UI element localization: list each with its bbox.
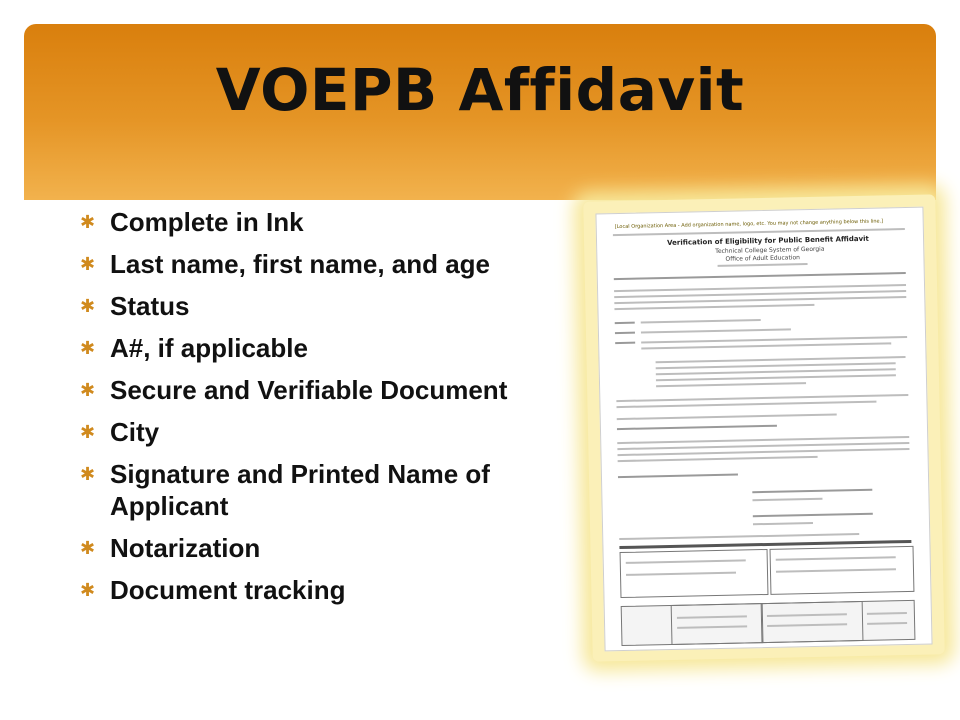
affidavit-document-image [595, 207, 932, 652]
doc-line [615, 342, 635, 344]
doc-line [616, 401, 876, 408]
bullet-text: City [110, 417, 160, 447]
bullet-star-icon: ✱ [80, 254, 96, 274]
document-header-note: [Local Organization Area - Add organization name, logo, etc. You may not change anything below this line.] [614, 218, 884, 231]
bullet-item [78, 206, 598, 238]
bullet-item [78, 574, 598, 606]
doc-line [718, 263, 808, 267]
doc-line [641, 342, 891, 349]
bullet-item [78, 416, 598, 448]
bullet-star-icon: ✱ [80, 296, 96, 316]
bullet-text: A#, if applicable [110, 333, 308, 363]
doc-line [656, 374, 896, 381]
doc-line [617, 413, 837, 420]
tracking-box [761, 601, 864, 643]
doc-line [753, 513, 873, 518]
doc-line [617, 425, 777, 430]
doc-line [615, 332, 635, 334]
bullet-item [78, 332, 598, 364]
doc-line [656, 382, 806, 387]
bullet-star-icon: ✱ [80, 538, 96, 558]
slide-title: VOEPB Affidavit [215, 56, 745, 124]
bullet-star-icon: ✱ [80, 422, 96, 442]
bullet-star-icon: ✱ [80, 464, 96, 484]
doc-line [641, 319, 761, 324]
doc-line [619, 533, 859, 540]
bullet-item [78, 374, 598, 406]
document-org-line: Technical College System of Georgia [715, 245, 825, 255]
bullet-text: Document tracking [110, 575, 346, 605]
doc-line [614, 296, 906, 304]
doc-line [614, 304, 814, 310]
doc-line [641, 328, 791, 333]
bullet-star-icon: ✱ [80, 212, 96, 232]
doc-line [752, 498, 822, 501]
document-org-line: Office of Adult Education [725, 254, 801, 263]
tracking-box [671, 603, 764, 645]
bullet-item [78, 248, 598, 280]
doc-line [752, 489, 872, 494]
bullet-star-icon: ✱ [80, 338, 96, 358]
doc-line [617, 448, 909, 456]
bullet-list [78, 206, 598, 616]
doc-line [614, 272, 906, 280]
bullet-text: Signature and Printed Name of Applicant [110, 459, 490, 521]
doc-line [618, 456, 818, 462]
document-title: Verification of Eligibility for Public Benefit Affidavit [666, 234, 869, 247]
doc-line [753, 522, 813, 525]
bullet-text: Complete in Ink [110, 207, 304, 237]
bullet-item [78, 532, 598, 564]
bullet-item [78, 458, 580, 522]
bullet-text: Notarization [110, 533, 261, 563]
bullet-star-icon: ✱ [80, 580, 96, 600]
bullet-text: Secure and Verifiable Document [110, 375, 508, 405]
bullet-text: Status [110, 291, 190, 321]
doc-line [618, 474, 738, 479]
bullet-item [78, 290, 598, 322]
doc-line [615, 322, 635, 324]
bullet-text: Last name, first name, and age [110, 249, 491, 279]
bullet-star-icon: ✱ [80, 380, 96, 400]
